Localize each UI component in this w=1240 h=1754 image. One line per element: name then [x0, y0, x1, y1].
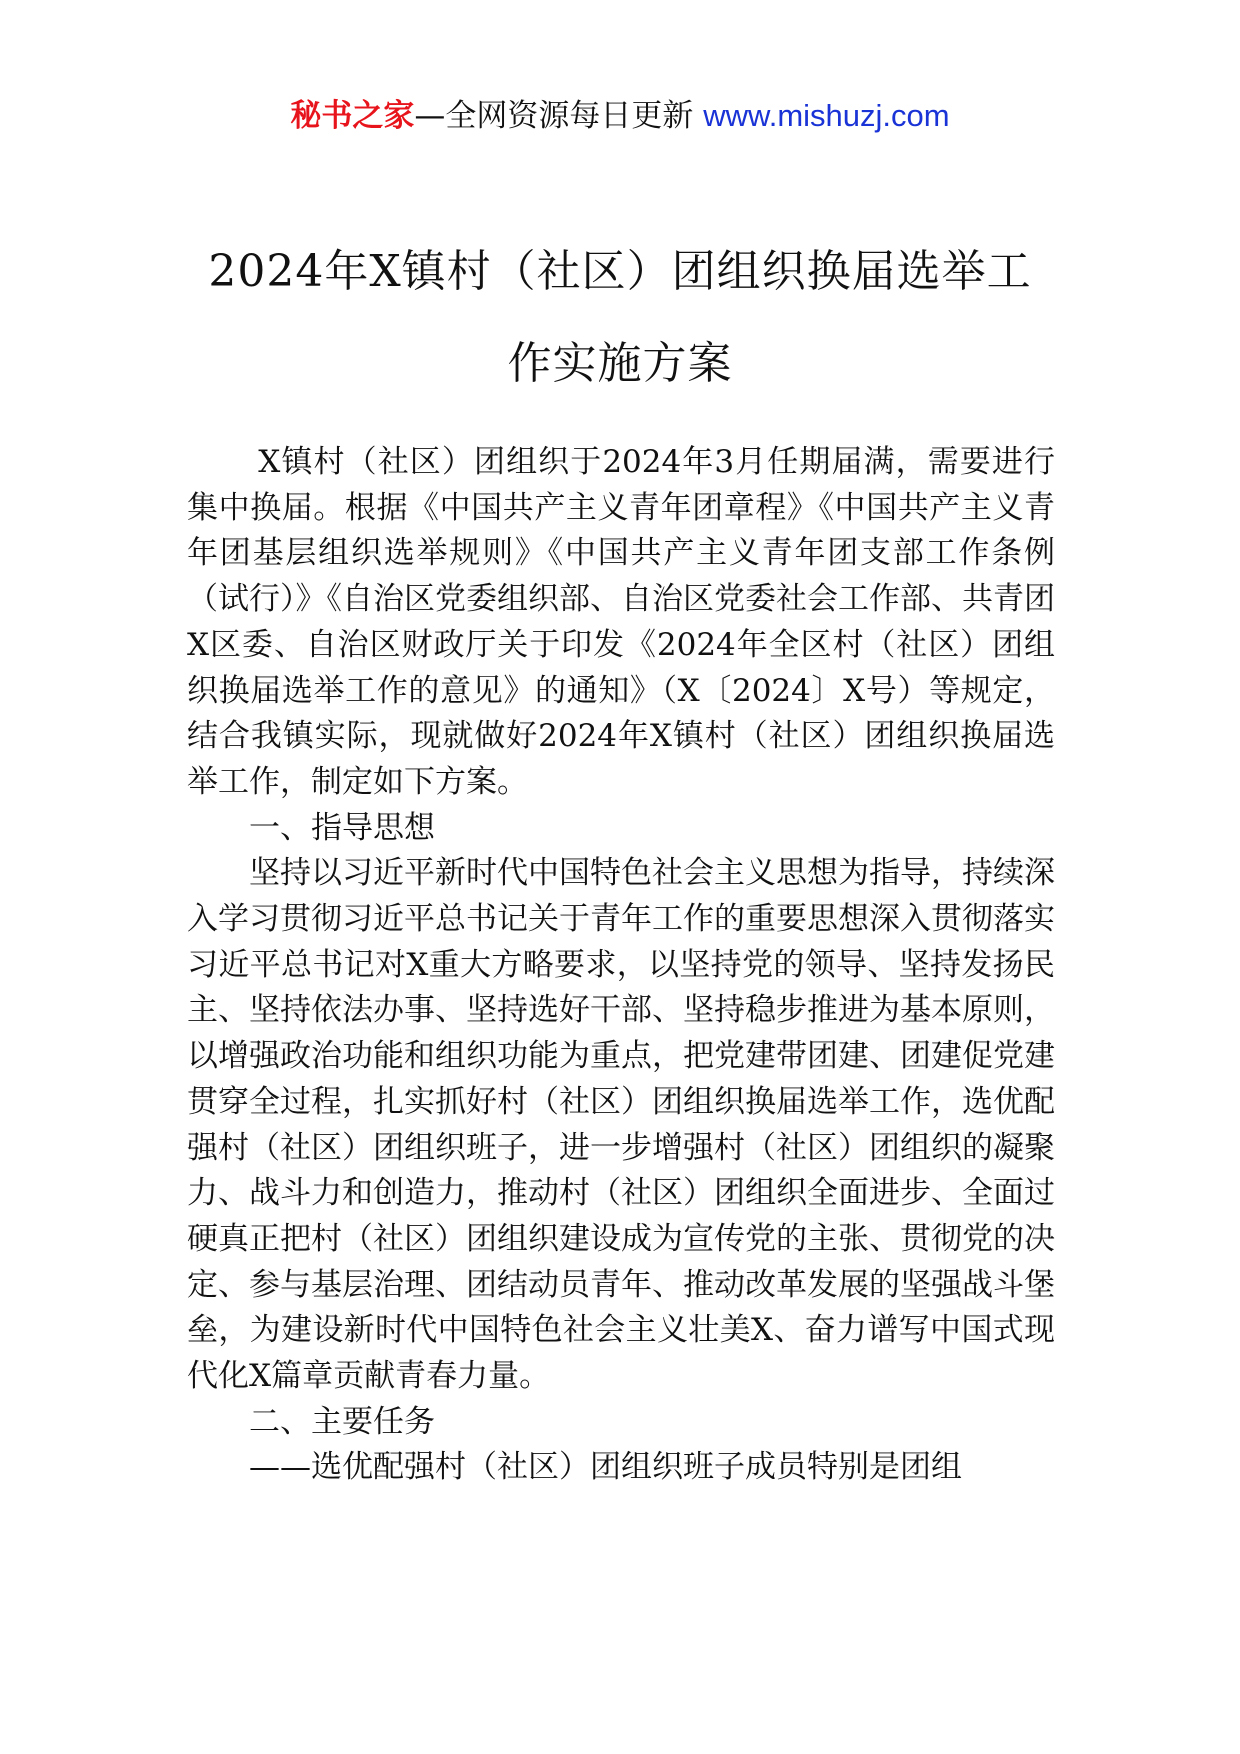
document-body [187, 440, 1055, 1491]
site-header [0, 96, 1240, 136]
title-line-1: 2024年X镇村（社区）团组织换届选举工 [208, 246, 1032, 297]
section-heading-main-tasks: 二、主要任务 [249, 1403, 435, 1440]
document-title [150, 226, 1090, 410]
intro-paragraph: X镇村（社区）团组织于2024年3月任期届满，需要进行集中换届。根据《中国共产主义青年团章程》《中国共产主义青年团基层组织选举规则》《中国共产主义青年团支部工作条例（试行）》《自治区党委组织部、自治区党委社会工作部、共青团X区委、自治区财政厅关于印发《2024年全区村（社区）团组织换届选举工作的意见》的通知》（X〔2024〕X号）等规定，结合我镇实际，现就做好2024年X镇村（社区）团组织换届选举工作，制定如下方案。 [187, 444, 1055, 800]
brand-name: 秘书之家 [290, 98, 415, 134]
guiding-thought-paragraph: 坚持以习近平新时代中国特色社会主义思想为指导，持续深入学习贯彻习近平总书记关于青年工作的重要思想深入贯彻落实习近平总书记对X重大方略要求，以坚持党的领导、坚持发扬民主、坚持依法办事、坚持选好干部、坚持稳步推进为基本原则，以增强政治功能和组织功能为重点，把党建带团建、团建促党建贯穿全过程，扎实抓好村（社区）团组织换届选举工作，选优配强村（社区）团组织班子，进一步增强村（社区）团组织的凝聚力、战斗力和创造力，推动村（社区）团组织全面进步、全面过硬真正把村（社区）团组织建设成为宣传党的主张、贯彻党的决定、参与基层治理、团结动员青年、推动改革发展的坚强战斗堡垒，为建设新时代中国特色社会主义壮美X、奋力谱写中国式现代化X篇章贡献青春力量。 [187, 855, 1055, 1395]
main-tasks-paragraph: ——选优配强村（社区）团组织班子成员特别是团组 [249, 1449, 962, 1486]
title-line-2: 作实施方案 [507, 338, 733, 389]
section-heading-guiding-thought: 一、指导思想 [249, 809, 435, 846]
site-slogan: —全网资源每日更新 [414, 98, 704, 134]
site-url-link[interactable]: www.mishuzj.com [703, 98, 950, 133]
